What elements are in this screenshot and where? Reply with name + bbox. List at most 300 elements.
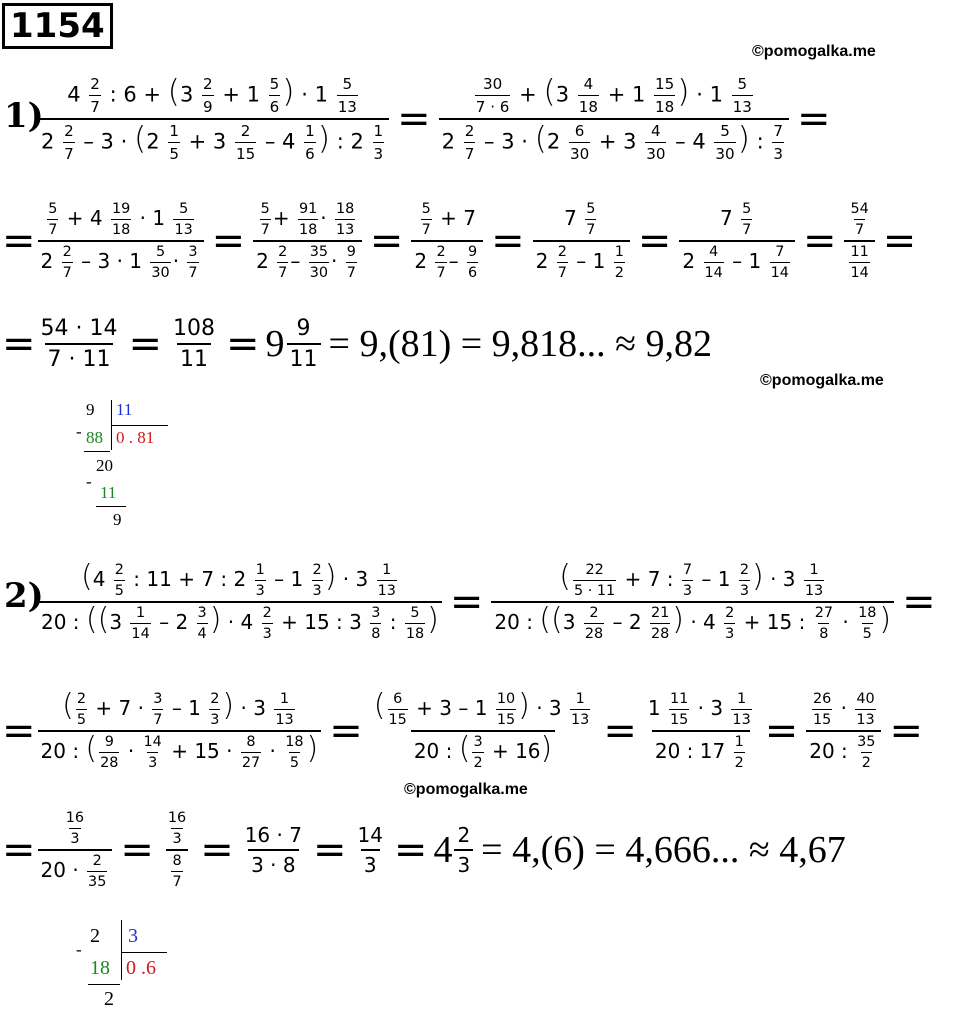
d: 13 bbox=[337, 95, 358, 116]
d: 7 · 6 bbox=[475, 95, 511, 116]
whole: 9 bbox=[265, 323, 285, 365]
d: 7 bbox=[47, 219, 58, 238]
remainder: 2 bbox=[104, 988, 114, 1010]
d: 3 · 8 bbox=[248, 849, 299, 877]
text: · 1 bbox=[139, 206, 166, 230]
num: 4 bbox=[92, 567, 106, 591]
text: – 4 bbox=[675, 129, 706, 154]
d: 30 bbox=[714, 142, 735, 163]
d: 13 bbox=[335, 219, 355, 238]
n: 16 · 7 bbox=[244, 823, 302, 847]
d: 7 bbox=[277, 262, 288, 281]
p2l2-f1: ( $\frac{2}{5}$ + 7 · $\frac{3}{7}$ – 1 $\frac{2}{3}$ ) · 3 $\frac{1}{13}$ 20 : ( $\frac{9}{28}$ · $\frac{14}{3}$ + 15 · $\frac{8}{27}$ · $\frac{18}{5}$ ) bbox=[38, 691, 322, 771]
d: 7 bbox=[171, 871, 182, 890]
text: + 7 : bbox=[624, 567, 674, 591]
equals-sign: = bbox=[312, 827, 347, 873]
n: 5 bbox=[260, 201, 270, 217]
n: 7 bbox=[682, 562, 693, 578]
watermark-bottom: ©pomogalka.me bbox=[404, 781, 528, 798]
text: – 1 bbox=[576, 249, 606, 273]
d: 7 bbox=[741, 219, 752, 238]
d: 3 bbox=[361, 849, 380, 877]
n: 5 bbox=[48, 201, 58, 217]
text: · 3 bbox=[342, 567, 369, 591]
n: 7 bbox=[775, 244, 785, 260]
p2l2-f4 bbox=[806, 691, 881, 771]
d: 8 bbox=[818, 623, 829, 642]
text: · 3 bbox=[536, 696, 562, 720]
equals-sign: = bbox=[2, 321, 36, 367]
num: 1 bbox=[647, 696, 661, 720]
equals-sign: = bbox=[397, 96, 431, 142]
d: 28 bbox=[99, 752, 119, 771]
d: 18 bbox=[578, 95, 599, 116]
num: 2 bbox=[40, 249, 54, 273]
d: 35 bbox=[87, 871, 107, 890]
part1-label: 1) bbox=[4, 96, 44, 136]
d: 5 bbox=[862, 623, 873, 642]
equals-sign: = bbox=[393, 827, 428, 873]
d: 7 · 11 bbox=[45, 343, 114, 372]
d: 6 bbox=[304, 142, 316, 163]
text: + 3 – 1 bbox=[416, 696, 488, 720]
p1l2-f3: $\frac{5}{7}$ + 7 2 $\frac{2}{7}$ – $\frac{9}{6}$ bbox=[411, 201, 483, 281]
num: 2 bbox=[146, 129, 160, 154]
d: 7 bbox=[346, 262, 357, 281]
n: 2 bbox=[114, 562, 124, 578]
part1-line2 bbox=[2, 186, 922, 296]
d: 13 bbox=[173, 219, 193, 238]
part2-label: 2) bbox=[4, 576, 44, 616]
num: 3 bbox=[109, 610, 123, 634]
n: 3 bbox=[197, 605, 207, 621]
d: 2 bbox=[861, 752, 872, 771]
n: 19 bbox=[112, 201, 131, 217]
text: · 1 bbox=[301, 82, 328, 107]
equals-sign: = bbox=[120, 827, 154, 873]
text: + 16 bbox=[491, 739, 541, 763]
num: 2 bbox=[546, 129, 561, 154]
equals-sign: = bbox=[802, 218, 837, 264]
n: 2 bbox=[312, 562, 322, 578]
d: 30 bbox=[645, 142, 666, 163]
text: – 3 · 1 bbox=[81, 249, 143, 273]
n: 5 bbox=[410, 605, 420, 621]
p2l3-d bbox=[354, 823, 385, 877]
text: – 1 bbox=[274, 567, 304, 591]
n: 2 bbox=[457, 823, 471, 847]
n: 6 bbox=[574, 122, 585, 140]
p2-frac-b: ( $\frac{22}{5 \cdot 11}$ + 7 : $\frac{7}{3}$ – 1 $\frac{2}{3}$ ) · 3 $\frac{1}{13}$ 20 : ((3 $\frac{2}{28}$ – 2 $\frac{21}{28}$ ) · 4 $\frac{2}{3}$ + 15 : $\frac{27}{8}$ · $\frac{18}{5}$ ) bbox=[491, 562, 894, 642]
n: 40 bbox=[856, 691, 875, 707]
num: 3 bbox=[179, 82, 194, 107]
equals-sign: = bbox=[637, 218, 672, 264]
n: 2 bbox=[62, 244, 72, 260]
n: 4 bbox=[651, 122, 661, 140]
n: 7 bbox=[773, 122, 783, 140]
text: – 1 bbox=[732, 249, 762, 273]
d: 15 bbox=[812, 709, 832, 728]
d: 3 bbox=[147, 752, 158, 771]
n: 8 bbox=[172, 853, 182, 869]
n: 3 bbox=[188, 244, 198, 260]
text: + 15 · bbox=[171, 739, 233, 763]
n: 27 bbox=[814, 605, 833, 621]
quotient: 0 . 81 bbox=[116, 428, 155, 447]
whole: 4 bbox=[433, 829, 453, 871]
n: 1 bbox=[136, 605, 146, 621]
n: 1 bbox=[279, 691, 290, 707]
d: 3 bbox=[312, 580, 323, 599]
text: · bbox=[127, 739, 135, 763]
d: 5 · 11 bbox=[573, 580, 616, 599]
p1l2-f1: $\frac{5}{7}$ + 4 $\frac{19}{18}$ · 1 $\frac{5}{13}$ 2 $\frac{2}{7}$ – 3 · 1 $\frac{5}{30}$ · $\frac{3}{7}$ bbox=[38, 201, 204, 281]
text: – 3 · bbox=[83, 129, 128, 154]
n: 6 bbox=[393, 691, 403, 707]
n: 2 bbox=[725, 605, 735, 621]
n: 2 bbox=[739, 562, 749, 578]
part1-line1 bbox=[36, 64, 837, 174]
num: 2 bbox=[256, 249, 269, 273]
d: 7 bbox=[260, 219, 271, 238]
n: 22 bbox=[585, 562, 604, 578]
d: 14 bbox=[130, 623, 150, 642]
result-2: = 4,(6) = 4,666... ≈ 4,67 bbox=[481, 829, 846, 871]
n: 30 bbox=[482, 75, 503, 93]
p1-frac-a: 4 $\frac{2}{7}$ : 6 + (3 $\frac{2}{9}$ + 1 $\frac{5}{6}$ ) · 1 $\frac{5}{13}$ 2 $\frac{2}{7}$ – 3 · (2 $\frac{1}{5}$ + 3 $\frac{2}{15}$ – 4 $\frac{1}{6}$ ) : 2 $\frac{1}{3}$ bbox=[38, 75, 389, 163]
d: 5 bbox=[114, 580, 125, 599]
num: 2 bbox=[441, 129, 456, 154]
n: 1 bbox=[614, 244, 624, 260]
p1l3-a bbox=[38, 316, 121, 372]
equals-sign: = bbox=[2, 218, 36, 264]
p1l2-f6 bbox=[844, 201, 874, 281]
text: + 7 · bbox=[95, 696, 144, 720]
d: 30 bbox=[309, 262, 329, 281]
part1-line3 bbox=[2, 308, 712, 380]
part2-line3 bbox=[2, 800, 846, 900]
d: 13 bbox=[377, 580, 397, 599]
n: 14 bbox=[143, 734, 162, 750]
d: 14 bbox=[770, 262, 790, 281]
n: 9 bbox=[104, 734, 114, 750]
text: : bbox=[389, 610, 397, 634]
d: 3 bbox=[171, 828, 182, 847]
text: – 2 bbox=[612, 610, 642, 634]
n: 91 bbox=[298, 201, 318, 217]
d: 3 bbox=[209, 709, 220, 728]
text: · 3 bbox=[770, 567, 796, 591]
text: + 15 : 3 bbox=[281, 610, 362, 634]
p2l2-f3 bbox=[645, 691, 757, 771]
d: 18 bbox=[298, 219, 318, 238]
n: 4 bbox=[583, 75, 594, 93]
text: · 4 bbox=[227, 610, 254, 634]
d: 3 bbox=[739, 580, 750, 599]
subtrahend: 18 bbox=[90, 957, 110, 979]
text: 20 · bbox=[40, 858, 79, 882]
n: 4 bbox=[709, 244, 719, 260]
n: 1 bbox=[373, 122, 384, 140]
text: · bbox=[269, 739, 276, 763]
text: · bbox=[840, 696, 848, 720]
text: 20 : bbox=[413, 739, 453, 763]
num: 3 bbox=[555, 82, 570, 107]
d: 13 bbox=[804, 580, 824, 599]
d: 30 bbox=[150, 262, 170, 281]
equals-sign: = bbox=[128, 321, 162, 367]
d: 13 bbox=[855, 709, 875, 728]
n: 2 bbox=[589, 605, 599, 621]
text: 20 : bbox=[41, 610, 80, 634]
d: 11 bbox=[177, 343, 211, 372]
minus: - bbox=[86, 472, 92, 491]
quotient: 0 .6 bbox=[126, 957, 156, 979]
d: 18 bbox=[654, 95, 675, 116]
subtrahend: 11 bbox=[100, 483, 117, 502]
n: 35 bbox=[857, 734, 876, 750]
d: 15 bbox=[235, 142, 256, 163]
d: 7 bbox=[464, 142, 476, 163]
equals-sign: = bbox=[2, 827, 36, 873]
p1-frac-b: $\frac{30}{7 \cdot 6}$ + (3 $\frac{4}{18}$ + 1 $\frac{15}{18}$ ) · 1 $\frac{5}{13}$ 2 $\frac{2}{7}$ – 3 · (2 $\frac{6}{30}$ + 3 $\frac{4}{30}$ – 4 $\frac{5}{30}$ ) : $\frac{7}{3}$ bbox=[439, 75, 789, 163]
n: 18 bbox=[285, 734, 304, 750]
n: 11 bbox=[850, 244, 869, 260]
equals-sign: = bbox=[764, 708, 799, 754]
d: 5 bbox=[289, 752, 300, 771]
d: 6 bbox=[467, 262, 478, 281]
d: 5 bbox=[76, 709, 87, 728]
num: 2 bbox=[41, 129, 55, 154]
d: 11 bbox=[287, 343, 321, 372]
d: 3 bbox=[255, 580, 266, 599]
n: 5 bbox=[586, 201, 596, 217]
text: · bbox=[842, 610, 849, 634]
n: 5 bbox=[720, 122, 730, 140]
watermark-mid: ©pomogalka.me bbox=[760, 372, 884, 389]
n: 9 bbox=[296, 316, 311, 341]
text: 20 : bbox=[40, 739, 80, 763]
equals-sign: = bbox=[200, 827, 234, 873]
n: 2 bbox=[262, 605, 272, 621]
p2l3-b bbox=[162, 810, 192, 890]
part2-line2 bbox=[2, 675, 929, 787]
d: 5 bbox=[168, 142, 180, 163]
n: 26 bbox=[813, 691, 832, 707]
num: 7 bbox=[720, 206, 733, 230]
n: 21 bbox=[650, 605, 670, 621]
p2-frac-a: (4 $\frac{2}{5}$ : 11 + 7 : 2 $\frac{1}{3}$ – 1 $\frac{2}{3}$ ) · 3 $\frac{1}{13}$ 20 : ((3 $\frac{1}{14}$ – 2 $\frac{3}{4}$ ) · 4 $\frac{2}{3}$ + 15 : 3 $\frac{3}{8}$ : $\frac{5}{18}$ ) bbox=[38, 562, 442, 642]
equals-sign: = bbox=[226, 321, 260, 367]
equals-sign: = bbox=[329, 708, 363, 754]
n: 2 bbox=[436, 244, 446, 260]
d: 9 bbox=[202, 95, 214, 116]
text: : bbox=[756, 129, 764, 154]
n: 2 bbox=[557, 244, 567, 260]
text: + 3 bbox=[188, 129, 227, 154]
n: 9 bbox=[346, 244, 356, 260]
d: 7 bbox=[854, 219, 865, 238]
n: 2 bbox=[90, 75, 100, 93]
p2l2-f2: ( $\frac{6}{15}$ + 3 – 1 $\frac{10}{15}$ ) · 3 $\frac{1}{13}$ 20 : ( $\frac{3}{2}$ + 16) bbox=[373, 688, 590, 771]
n: 2 bbox=[278, 244, 288, 260]
n: 2 bbox=[240, 122, 251, 140]
num: 4 bbox=[67, 82, 81, 107]
d: 30 bbox=[569, 142, 590, 163]
n: 2 bbox=[64, 122, 74, 140]
text: – 3 · bbox=[484, 129, 528, 154]
equals-sign: = bbox=[449, 579, 484, 625]
p2l3-a bbox=[38, 810, 113, 890]
p1l3-c bbox=[287, 316, 321, 372]
remainder: 20 bbox=[96, 456, 113, 475]
n: 35 bbox=[309, 244, 328, 260]
n: 16 bbox=[65, 810, 85, 826]
n: 14 bbox=[357, 823, 383, 847]
n: 18 bbox=[858, 605, 877, 621]
d: 7 bbox=[187, 262, 198, 281]
d: 7 bbox=[557, 262, 568, 281]
d: 3 bbox=[724, 623, 735, 642]
equals-sign: = bbox=[902, 579, 936, 625]
n: 3 bbox=[153, 691, 163, 707]
n: 5 bbox=[179, 201, 189, 217]
part2-line1 bbox=[36, 542, 936, 662]
minus: - bbox=[76, 940, 82, 959]
n: 5 bbox=[155, 244, 166, 260]
d: 2 bbox=[734, 752, 745, 771]
text: : 11 + 7 : 2 bbox=[133, 567, 247, 591]
d: 7 bbox=[435, 262, 446, 281]
n: 5 bbox=[742, 201, 752, 217]
text: + bbox=[519, 82, 537, 107]
text: – 1 bbox=[701, 567, 731, 591]
d: 14 bbox=[704, 262, 724, 281]
d: 7 bbox=[421, 219, 432, 238]
minus: - bbox=[76, 422, 82, 441]
n: 5 bbox=[269, 75, 280, 93]
n: 2 bbox=[210, 691, 220, 707]
n: 1 bbox=[382, 562, 392, 578]
p1l2-f5 bbox=[679, 201, 795, 281]
n: 1 bbox=[169, 122, 179, 140]
remainder: 9 bbox=[113, 510, 122, 529]
n: 2 bbox=[76, 691, 87, 707]
equals-sign: = bbox=[603, 708, 637, 754]
problem-number: 1154 bbox=[2, 3, 113, 49]
p1l3-b bbox=[170, 316, 218, 372]
n: 18 bbox=[335, 201, 355, 217]
d: 2 bbox=[472, 752, 483, 771]
subtrahend: 88 bbox=[86, 428, 103, 447]
d: 4 bbox=[197, 623, 208, 642]
n: 8 bbox=[246, 734, 256, 750]
n: 5 bbox=[737, 75, 748, 93]
watermark-top: ©pomogalka.me bbox=[752, 43, 876, 60]
n: 1 bbox=[305, 122, 315, 140]
result-1: = 9,(81) = 9,818... ≈ 9,82 bbox=[328, 323, 713, 365]
divisor: 3 bbox=[128, 925, 138, 947]
num: 2 bbox=[682, 249, 696, 273]
d: 13 bbox=[570, 709, 590, 728]
d: 28 bbox=[584, 623, 604, 642]
text: – 1 bbox=[171, 696, 201, 720]
text: · 4 bbox=[690, 610, 716, 634]
d: 7 bbox=[585, 219, 596, 238]
dividend: 2 bbox=[90, 925, 100, 947]
d: 7 bbox=[63, 142, 75, 163]
equals-sign: = bbox=[882, 218, 917, 264]
n: 2 bbox=[464, 122, 475, 140]
d: 7 bbox=[152, 709, 163, 728]
equals-sign: = bbox=[2, 708, 36, 754]
dividend: 9 bbox=[86, 400, 95, 419]
p2l3-e bbox=[454, 823, 473, 877]
text: · 1 bbox=[696, 82, 723, 107]
text: + 1 bbox=[607, 82, 646, 107]
d: 18 bbox=[405, 623, 425, 642]
d: 6 bbox=[269, 95, 281, 116]
n: 3 bbox=[473, 734, 483, 750]
p2l3-c bbox=[242, 823, 305, 877]
equals-sign: = bbox=[491, 218, 525, 264]
n: 3 bbox=[371, 605, 381, 621]
d: 3 bbox=[772, 142, 784, 163]
d: 3 bbox=[262, 623, 273, 642]
n: 11 bbox=[669, 691, 689, 707]
d: 13 bbox=[732, 95, 753, 116]
num: 7 bbox=[564, 206, 577, 230]
d: 7 bbox=[62, 262, 73, 281]
n: 1 bbox=[575, 691, 585, 707]
text: 20 : bbox=[809, 739, 848, 763]
text: – 4 bbox=[264, 129, 296, 154]
n: 1 bbox=[255, 562, 265, 578]
text: 20 : bbox=[494, 610, 533, 634]
n: 5 bbox=[421, 201, 431, 217]
num: 2 bbox=[535, 249, 549, 273]
equals-sign: = bbox=[211, 218, 246, 264]
n: 5 bbox=[342, 75, 353, 93]
d: 7 bbox=[89, 95, 101, 116]
d: 28 bbox=[650, 623, 670, 642]
d: 15 bbox=[388, 709, 408, 728]
text: + 4 bbox=[66, 206, 103, 230]
d: 15 bbox=[496, 709, 516, 728]
d: 3 bbox=[454, 849, 473, 877]
d: 8 bbox=[370, 623, 381, 642]
d: 3 bbox=[682, 580, 693, 599]
d: 15 bbox=[669, 709, 689, 728]
n: 1 bbox=[734, 734, 744, 750]
n: 54 bbox=[850, 201, 869, 217]
d: 27 bbox=[241, 752, 261, 771]
d: 14 bbox=[849, 262, 869, 281]
n: 2 bbox=[203, 75, 213, 93]
divisor: 11 bbox=[116, 400, 133, 419]
equals-sign: = bbox=[797, 96, 831, 142]
n: 1 bbox=[737, 691, 747, 707]
num: 3 bbox=[562, 610, 576, 634]
p1l2-f4 bbox=[533, 201, 630, 281]
n: 10 bbox=[496, 691, 516, 707]
equals-sign: = bbox=[369, 218, 404, 264]
n: 54 · 14 bbox=[40, 316, 118, 341]
n: 16 bbox=[167, 810, 187, 826]
d: 18 bbox=[111, 219, 131, 238]
d: 3 bbox=[373, 142, 385, 163]
text: + 1 bbox=[222, 82, 260, 107]
